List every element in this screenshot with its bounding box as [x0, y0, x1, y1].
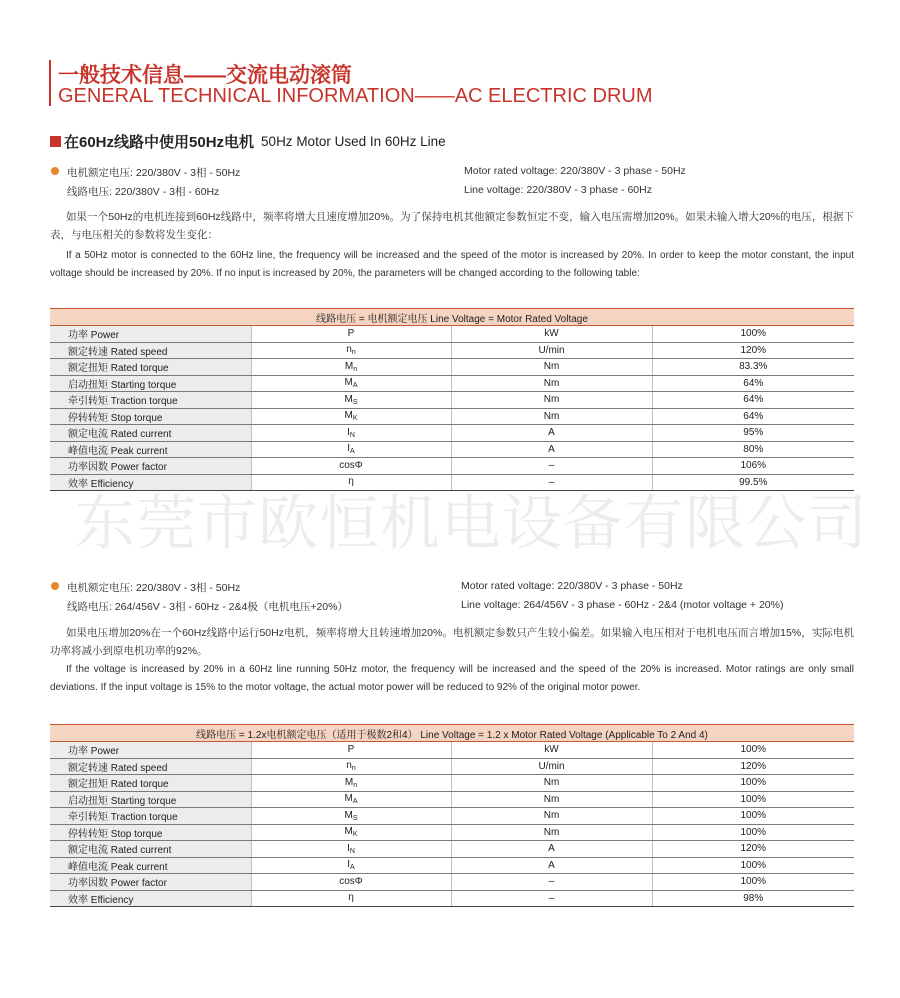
- symbol-main: I: [347, 426, 350, 438]
- symbol-main: η: [348, 892, 354, 904]
- parameter-name: 功率因数 Power factor: [50, 458, 251, 475]
- paragraph-en: If the voltage is increased by 20% in a 60Hz line running 50Hz motor, the frequency will be increased and the speed of the 20% is increased. Motor ratings are only small deviations. If the input voltage is 15% to the motor voltage, the actual motor power will be reduced to 92% of the original motor power.: [50, 664, 854, 693]
- spec-line-voltage-en: Line voltage: 220/380V - 3 phase - 60Hz: [464, 184, 652, 196]
- table-row: [50, 808, 854, 825]
- table-row: [50, 326, 854, 343]
- table-header: 线路电压 = 电机额定电压 Line Voltage = Motor Rated Voltage: [50, 309, 854, 326]
- symbol-main: M: [344, 809, 353, 821]
- section-title-cn: 在60Hz线路中使用50Hz电机: [64, 134, 255, 151]
- parameter-value: 106%: [652, 458, 854, 475]
- parameter-unit: A: [451, 425, 652, 442]
- parameter-value: 120%: [652, 758, 854, 775]
- parameter-unit: kW: [451, 742, 652, 759]
- table-row: [50, 392, 854, 409]
- parameter-unit: U/min: [451, 342, 652, 359]
- parameter-unit: –: [451, 890, 652, 907]
- spec-table-2: [50, 724, 854, 907]
- parameter-value: 64%: [652, 392, 854, 409]
- page-title-en: GENERAL TECHNICAL INFORMATION——AC ELECTRIC DRUM: [58, 85, 653, 107]
- parameter-symbol: [251, 808, 451, 825]
- spec-motor-voltage-cn: 电机额定电压: 220/380V - 3相 - 50Hz: [67, 167, 241, 179]
- symbol-main: P: [347, 327, 355, 339]
- table-header: 线路电压 = 1.2x电机额定电压（适用于极数2和4） Line Voltage = 1.2 x Motor Rated Voltage (Applicable To 2 And 4): [50, 725, 854, 742]
- parameter-symbol: [251, 458, 451, 475]
- symbol-subscript: A: [352, 382, 358, 390]
- parameter-name: 额定扭矩 Rated torque: [50, 775, 251, 792]
- symbol-subscript: N: [349, 847, 355, 855]
- parameter-unit: kW: [451, 326, 652, 343]
- symbol-subscript: A: [350, 864, 355, 872]
- table-row: [50, 458, 854, 475]
- parameter-symbol: [251, 874, 451, 891]
- spec-motor-voltage-en: Motor rated voltage: 220/380V - 3 phase - 50Hz: [461, 580, 683, 592]
- symbol-subscript: N: [349, 431, 355, 439]
- parameter-unit: A: [451, 441, 652, 458]
- dot-bullet-icon: [51, 582, 59, 590]
- section-heading: [50, 131, 446, 152]
- parameter-unit: U/min: [451, 758, 652, 775]
- section-title-en: 50Hz Motor Used In 60Hz Line: [261, 134, 446, 149]
- parameter-value: 100%: [652, 824, 854, 841]
- parameter-name: 牵引转矩 Traction torque: [50, 808, 251, 825]
- parameter-value: 100%: [652, 791, 854, 808]
- parameter-unit: Nm: [451, 791, 652, 808]
- company-watermark: 东莞市欧恒机电设备有限公司: [75, 489, 868, 559]
- parameter-symbol: [251, 342, 451, 359]
- square-bullet-icon: [50, 136, 61, 147]
- table-row: [50, 359, 854, 376]
- parameter-unit: Nm: [451, 775, 652, 792]
- table-row: [50, 824, 854, 841]
- spec-line-voltage-cn: 线路电压: 264/456V - 3相 - 60Hz - 2&4极（电机电压+20%）: [67, 601, 348, 613]
- parameter-symbol: [251, 890, 451, 907]
- symbol-main: I: [347, 443, 351, 455]
- parameter-name: 效率 Efficiency: [50, 474, 251, 491]
- symbol-main: η: [348, 476, 354, 488]
- symbol-main: M: [344, 393, 353, 405]
- parameter-symbol: [251, 408, 451, 425]
- parameter-unit: –: [451, 474, 652, 491]
- parameter-value: 100%: [652, 874, 854, 891]
- paragraph-cn: 如果一个50Hz的电机连接到60Hz线路中，频率将增大且速度增加20%。为了保持电机其他额定参数恒定不变，输入电压需增加20%。如果未输入增大20%的电压，根据下表，与电压相关的参数将发生变化：: [50, 211, 854, 241]
- table-row: [50, 342, 854, 359]
- parameter-name: 额定转速 Rated speed: [50, 758, 251, 775]
- parameter-name: 启动扭矩 Starting torque: [50, 791, 251, 808]
- parameter-unit: A: [451, 857, 652, 874]
- parameter-name: 效率 Efficiency: [50, 890, 251, 907]
- symbol-main: n: [346, 344, 352, 356]
- parameter-symbol: [251, 791, 451, 808]
- symbol-subscript: S: [352, 398, 358, 406]
- symbol-subscript: A: [352, 798, 358, 806]
- table-row: [50, 375, 854, 392]
- table-row: [50, 857, 854, 874]
- table-row: [50, 742, 854, 759]
- parameter-value: 120%: [652, 841, 854, 858]
- spec-line-voltage-en: Line voltage: 264/456V - 3 phase - 60Hz - 2&4 (motor voltage + 20%): [461, 599, 784, 611]
- symbol-subscript: K: [352, 415, 358, 423]
- parameter-name: 额定转速 Rated speed: [50, 342, 251, 359]
- symbol-main: M: [344, 776, 354, 788]
- symbol-main: M: [344, 377, 353, 389]
- parameter-value: 100%: [652, 808, 854, 825]
- parameter-name: 额定电流 Rated current: [50, 425, 251, 442]
- parameter-value: 95%: [652, 425, 854, 442]
- parameter-value: 100%: [652, 857, 854, 874]
- table-row: [50, 791, 854, 808]
- parameter-value: 100%: [652, 742, 854, 759]
- parameter-name: 牵引转矩 Traction torque: [50, 392, 251, 409]
- parameter-value: 80%: [652, 441, 854, 458]
- parameter-value: 120%: [652, 342, 854, 359]
- parameter-name: 峰值电流 Peak current: [50, 441, 251, 458]
- parameter-unit: A: [451, 841, 652, 858]
- symbol-subscript: K: [352, 831, 358, 839]
- parameter-unit: Nm: [451, 808, 652, 825]
- parameter-symbol: [251, 441, 451, 458]
- parameter-name: 停转转矩 Stop torque: [50, 824, 251, 841]
- symbol-main: I: [347, 859, 351, 871]
- table-row: [50, 758, 854, 775]
- symbol-subscript: S: [352, 814, 358, 822]
- parameter-value: 99.5%: [652, 474, 854, 491]
- parameter-symbol: [251, 326, 451, 343]
- parameter-value: 98%: [652, 890, 854, 907]
- parameter-symbol: [251, 392, 451, 409]
- parameter-value: 100%: [652, 775, 854, 792]
- spec-motor-voltage-cn: 电机额定电压: 220/380V - 3相 - 50Hz: [67, 582, 241, 594]
- symbol-subscript: n: [353, 365, 358, 373]
- symbol-main: M: [344, 410, 353, 422]
- table-row: [50, 441, 854, 458]
- parameter-symbol: [251, 742, 451, 759]
- parameter-symbol: [251, 375, 451, 392]
- parameter-unit: –: [451, 458, 652, 475]
- table-row: [50, 775, 854, 792]
- spec-line-voltage-cn: 线路电压: 220/380V - 3相 - 60Hz: [67, 186, 220, 198]
- table-row: [50, 425, 854, 442]
- symbol-main: M: [344, 793, 353, 805]
- parameter-name: 停转转矩 Stop torque: [50, 408, 251, 425]
- parameter-unit: Nm: [451, 392, 652, 409]
- parameter-name: 额定电流 Rated current: [50, 841, 251, 858]
- symbol-subscript: n: [353, 781, 358, 789]
- parameter-value: 83.3%: [652, 359, 854, 376]
- parameter-name: 额定扭矩 Rated torque: [50, 359, 251, 376]
- parameter-name: 启动扭矩 Starting torque: [50, 375, 251, 392]
- parameter-symbol: [251, 775, 451, 792]
- page-title-cn: 一般技术信息——交流电动滚筒: [58, 64, 352, 87]
- spec-motor-voltage-en: Motor rated voltage: 220/380V - 3 phase - 50Hz: [464, 165, 686, 177]
- symbol-main: P: [347, 743, 355, 755]
- dot-bullet-icon: [51, 167, 59, 175]
- parameter-symbol: [251, 758, 451, 775]
- symbol-main: M: [344, 360, 354, 372]
- symbol-main: n: [346, 760, 352, 772]
- symbol-main: cosΦ: [339, 459, 363, 471]
- parameter-unit: –: [451, 874, 652, 891]
- paragraph-cn: 如果电压增加20%在一个60Hz线路中运行50Hz电机，频率将增大且转速增加20%。电机额定参数只产生较小偏差。如果输入电压相对于电机电压而言增加15%，实际电机功率将减小到原电机功率的92%。: [50, 627, 854, 657]
- parameter-symbol: [251, 841, 451, 858]
- table-row: [50, 874, 854, 891]
- parameter-symbol: [251, 824, 451, 841]
- parameter-symbol: [251, 359, 451, 376]
- spec-table-1: [50, 308, 854, 491]
- parameter-unit: Nm: [451, 359, 652, 376]
- symbol-subscript: n: [351, 349, 356, 357]
- parameter-symbol: [251, 425, 451, 442]
- title-accent-bar: [49, 60, 51, 106]
- parameter-unit: Nm: [451, 824, 652, 841]
- table-row: [50, 408, 854, 425]
- table-row: [50, 841, 854, 858]
- paragraph-en: If a 50Hz motor is connected to the 60Hz line, the frequency will be increased and the speed of the motor is increased by 20%. In order to keep the motor constant, the input voltage should be increased by 20%. If no input is increased by 20%, the parameters will be changed according to the following table:: [50, 250, 854, 279]
- table-row: [50, 890, 854, 907]
- parameter-name: 功率 Power: [50, 326, 251, 343]
- symbol-main: M: [344, 826, 353, 838]
- parameter-unit: Nm: [451, 375, 652, 392]
- parameter-value: 64%: [652, 375, 854, 392]
- parameter-name: 功率因数 Power factor: [50, 874, 251, 891]
- parameter-value: 64%: [652, 408, 854, 425]
- parameter-symbol: [251, 857, 451, 874]
- parameter-name: 功率 Power: [50, 742, 251, 759]
- parameter-name: 峰值电流 Peak current: [50, 857, 251, 874]
- parameter-unit: Nm: [451, 408, 652, 425]
- symbol-main: I: [347, 842, 350, 854]
- parameter-value: 100%: [652, 326, 854, 343]
- symbol-main: cosΦ: [339, 875, 363, 887]
- symbol-subscript: A: [350, 448, 355, 456]
- symbol-subscript: n: [351, 765, 356, 773]
